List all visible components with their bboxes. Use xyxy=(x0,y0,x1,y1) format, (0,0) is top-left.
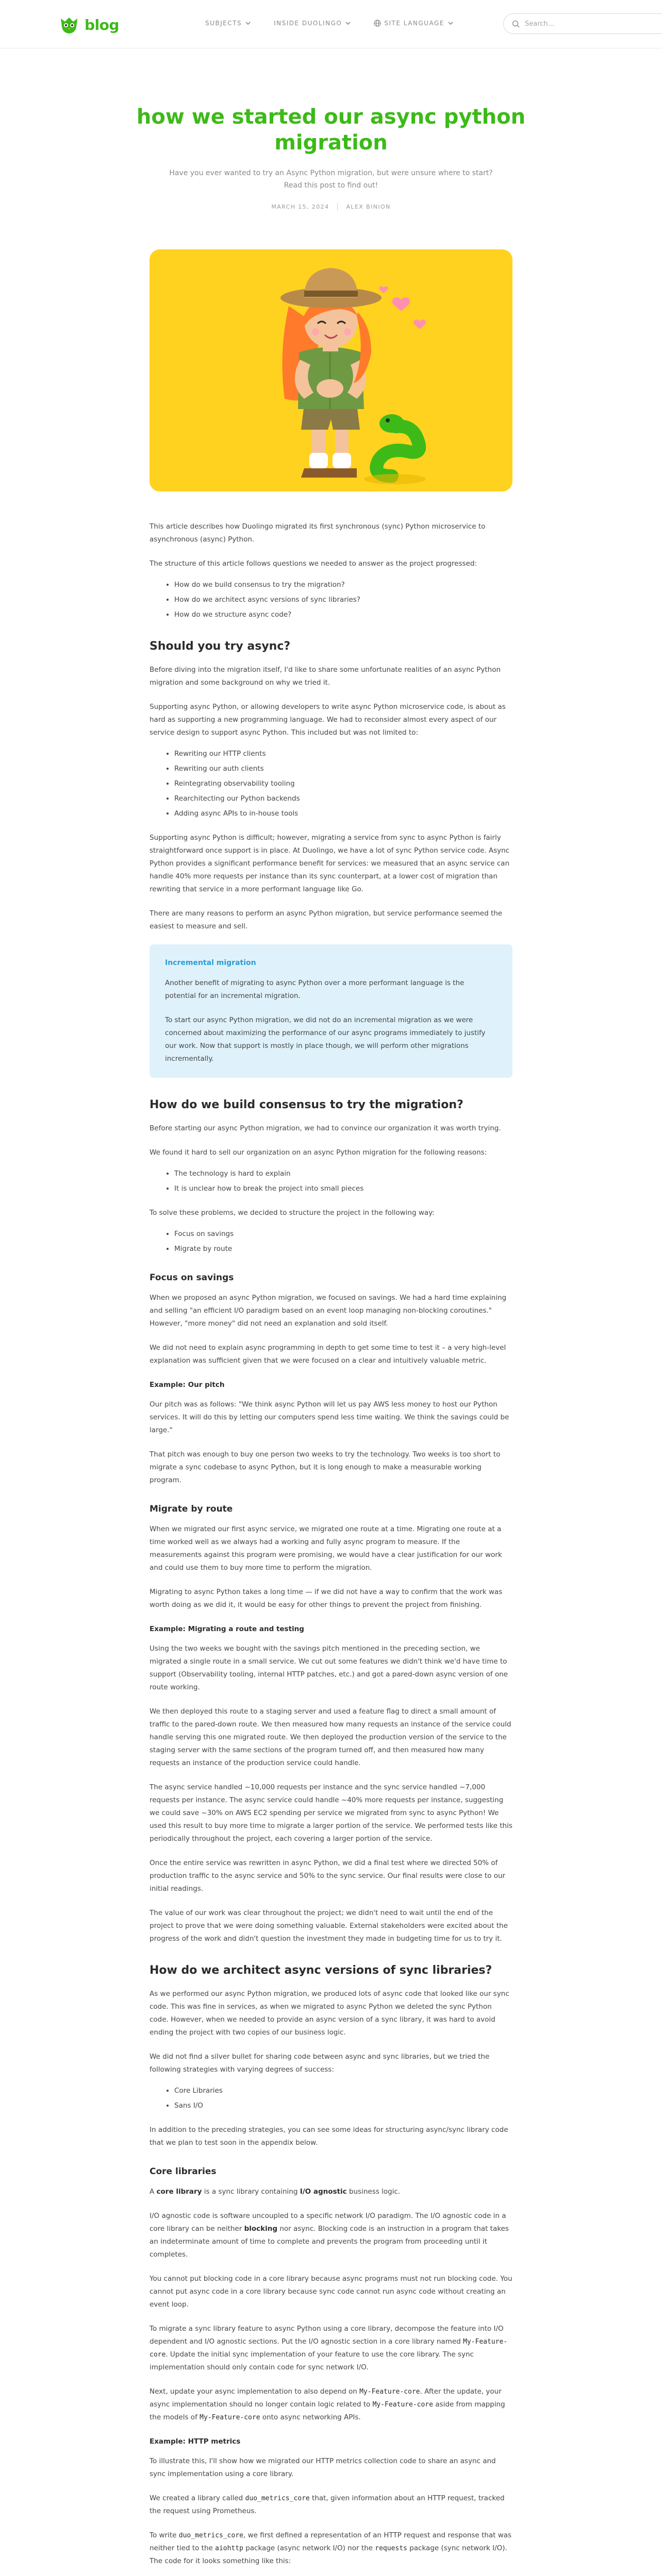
text-run: package (sync network I/O). The code for it looks something like this: xyxy=(150,2544,507,2565)
paragraph: This article describes how Duolingo migrated its first synchronous (sync) Python microservice to asynchronous (async) Python. xyxy=(150,522,486,544)
duo-owl-icon xyxy=(58,14,80,35)
nav-site-language[interactable] xyxy=(374,20,454,27)
callout-title: Incremental migration xyxy=(165,959,256,967)
search-icon xyxy=(512,20,520,28)
list-item: • The technology is hard to explain xyxy=(174,1167,512,1180)
hero-illustration xyxy=(150,249,512,492)
nav-subjects-label: SUBJECTS xyxy=(205,20,242,27)
list-item[interactable]: • How do we structure async code? xyxy=(174,608,512,621)
paragraph: The structure of this article follows questions we needed to answer as the project progressed: xyxy=(150,560,477,568)
paragraph xyxy=(150,2492,512,2518)
section-heading: How do we build consensus to try the migration? xyxy=(150,1098,464,1111)
heart-icon xyxy=(413,319,426,329)
text-run: To migrate a sync library feature to async Python using a core library, decompose the feature into I/O dependent and I/O agnostic sections. Put the I/O agnostic section in a core library named xyxy=(150,2325,504,2346)
globe-icon xyxy=(374,20,381,27)
paragraph: To illustrate this, I'll show how we migrated our HTTP metrics collection code to share an async and sync implementation using a core library. xyxy=(150,2457,496,2478)
inline-code: requests xyxy=(375,2545,407,2552)
callout-box xyxy=(150,944,512,1078)
text-run: business logic. xyxy=(346,2188,401,2196)
heart-icon xyxy=(379,286,388,293)
article-body xyxy=(150,520,512,2576)
text-run: is a sync library containing xyxy=(202,2188,300,2196)
section-heading: Should you try async? xyxy=(150,640,291,653)
list-item: • Rearchitecting our Python backends xyxy=(174,792,512,805)
nav-inside-duolingo-label: INSIDE DUOLINGO xyxy=(274,20,342,27)
paragraph: The async service handled ~10,000 requests per instance and the sync service handled ~7,000 requests per instance. The async service could handle ~40% more requests per instance, suggesting we could save ~30% on AWS EC2 spending per service we migrated from sync to async Python! We used this result to buy more time to migrate a larger portion of the service. We performed tests like this periodically throughout the project, each covering a larger portion of the service. xyxy=(150,1783,512,1843)
subsection-heading: Core libraries xyxy=(150,2166,217,2177)
paragraph xyxy=(150,2323,512,2374)
list-item: • Rewriting our auth clients xyxy=(174,762,512,775)
paragraph: Our pitch was as follows: "We think async Python will let us pay AWS less money to host our Python services. It will do this by letting our computers spend less time waiting. We think the savings could be large." xyxy=(150,1400,509,1434)
site-header xyxy=(0,0,662,48)
paragraph: Before starting our async Python migration, we had to convince our organization it was worth trying. xyxy=(150,1124,501,1132)
paragraph: We did not need to explain async programming in depth to get some time to test it – a very high-level explanation was sufficient given that we were focused on a clear and intuitively valuable metric. xyxy=(150,1344,506,1365)
article-meta xyxy=(0,203,662,210)
paragraph: The value of our work was clear throughout the project; we didn't need to wait until the end of the project to prove that we were doing something valuable. External stakeholders were excited about the progress of the work and didn't question the investment they made in budgeting time for us to try it. xyxy=(150,1909,508,1943)
paragraph: You cannot put blocking code in a core library because async programs must not run blocking code. You cannot put async code in a core library because sync code cannot run async code without creating an event loop. xyxy=(150,2275,512,2309)
subsection-heading: Focus on savings xyxy=(150,1273,234,1283)
text-run: aside from mapping the models of xyxy=(150,2400,505,2421)
text-run: , we first defined a representation of an HTTP request and response that was neither tied to the xyxy=(150,2531,512,2552)
article-author[interactable]: ALEX BINION xyxy=(346,203,391,210)
text-run: . Update the initial sync implementation of your feature to use the core library. The sync implementation should only contain code for sync network I/O. xyxy=(150,2350,474,2371)
article-header xyxy=(0,48,662,210)
subsection-heading: Migrate by route xyxy=(150,1504,233,1514)
search-box[interactable] xyxy=(503,13,662,34)
list-item[interactable]: • Sans I/O xyxy=(174,2099,512,2112)
ranger-with-snake-illustration xyxy=(150,249,512,492)
list-item: • Reintegrating observability tooling xyxy=(174,777,512,790)
list-item: • Rewriting our HTTP clients xyxy=(174,748,512,760)
paragraph: We then deployed this route to a staging server and used a feature flag to direct a small amount of traffic to the pared-down route. We then measured how many requests an instance of the service could handle serving this one migrated route. We then deployed the production version of the service to the staging server with the same sections of the program turned off, and then measured how many requests an instance of the production service could handle. xyxy=(150,1707,511,1767)
list-item: • Migrate by route xyxy=(174,1243,512,1256)
paragraph xyxy=(150,2385,512,2424)
text-run: We created a library called xyxy=(150,2494,245,2502)
section-heading: How do we architect async versions of sync libraries? xyxy=(150,1964,492,1977)
inline-code: My-Feature-core xyxy=(150,2338,508,2359)
paragraph: When we migrated our first async service, we migrated one route at a time. Migrating one route at a time worked well as we always had a working and fully async program to measure. If the measurements against this program were promising, we would have a clear justification for our work and could use them to buy more time to perform the migration. xyxy=(150,1525,502,1572)
search-input[interactable] xyxy=(525,20,659,28)
bullet-list xyxy=(174,748,512,820)
example-heading: Example: HTTP metrics xyxy=(150,2437,241,2446)
heart-icon xyxy=(392,297,410,311)
text-run: Next, update your async implementation to also depend on xyxy=(150,2387,360,2396)
paragraph: Supporting async Python is difficult; however, migrating a service from sync to async Python is fairly straightforward once support is in place. At Duolingo, we have a lot of sync Python service code. Async Python provides a significant performance benefit for services: we measured that an async service can handle 40% more requests per instance than its sync counterpart, at a lower cost of migration than rewriting that service in a more performant language like Go. xyxy=(150,834,510,893)
nav-site-language-label: SITE LANGUAGE xyxy=(384,20,444,27)
article-date: MARCH 15, 2024 xyxy=(271,203,329,210)
text-run-bold: I/O agnostic xyxy=(300,2188,347,2196)
page-title: how we started our async python migration xyxy=(136,105,526,155)
blog-logo[interactable] xyxy=(58,14,119,35)
text-run: A xyxy=(150,2188,157,2196)
nav-subjects[interactable] xyxy=(205,20,251,27)
chevron-down-icon xyxy=(245,20,251,26)
paragraph: In addition to the preceding strategies, you can see some ideas for structuring async/sync library code that we plan to test soon in the appendix below. xyxy=(150,2126,508,2147)
inline-code: duo_metrics_core xyxy=(245,2495,310,2502)
paragraph: Using the two weeks we bought with the savings pitch mentioned in the preceding section, we migrated a single route in a small service. We cut out some features we didn't think we'd have time to support (Observability tooling, internal HTTP patches, etc.) and got a pared-down async version of one route working. xyxy=(150,1645,508,1691)
article-subtitle: Have you ever wanted to try an Async Python migration, but were unsure where to start? Read this post to find out! xyxy=(169,169,493,190)
paragraph xyxy=(150,2210,512,2261)
list-item: • Adding async APIs to in-house tools xyxy=(174,807,512,820)
paragraph: There are many reasons to perform an async Python migration, but service performance seemed the easiest to measure and sell. xyxy=(150,909,503,930)
text-run: nor async. Blocking code is an instruction in a program that takes an indeterminate amount of time to complete and prevents the program from proceeding until it completes. xyxy=(150,2225,509,2259)
paragraph: Once the entire service was rewritten in async Python, we did a final test where we directed 50% of production traffic to the async service and 50% to the sync service. Our final results were close to our initial readings. xyxy=(150,1859,506,1893)
inline-code: My-Feature-core xyxy=(200,2414,260,2421)
list-item[interactable]: • How do we architect async versions of sync libraries? xyxy=(174,594,512,606)
paragraph: To solve these problems, we decided to structure the project in the following way: xyxy=(150,1209,435,1217)
bullet-list xyxy=(174,579,512,621)
list-item: • Focus on savings xyxy=(174,1228,512,1241)
chevron-down-icon xyxy=(448,20,454,26)
chevron-down-icon xyxy=(345,20,351,26)
bullet-list xyxy=(174,1228,512,1256)
text-run: I/O agnostic code is software uncoupled to a specific network I/O paradigm. The I/O agnostic code in a core library can be neither xyxy=(150,2212,506,2233)
text-run: onto async networking APIs. xyxy=(260,2413,361,2421)
main-nav xyxy=(205,20,454,27)
paragraph: Migrating to async Python takes a long time — if we did not have a way to confirm that the work was worth doing as we did it, it would be easy for other things to prevent the project from finishing. xyxy=(150,1588,503,1609)
text-run: package (async network I/O) nor the xyxy=(243,2544,375,2552)
text-run: To write xyxy=(150,2531,179,2539)
logo-text: blog xyxy=(85,16,119,33)
inline-code: My-Feature-core xyxy=(372,2401,433,2409)
text-run-bold: core library xyxy=(156,2188,202,2196)
text-run-bold: blocking xyxy=(244,2225,278,2233)
bullet-list xyxy=(174,2084,512,2112)
example-heading: Example: Our pitch xyxy=(150,1381,225,1389)
text-run: . After the update, your async implementation should no longer contain logic related to xyxy=(150,2387,502,2409)
paragraph: We did not find a silver bullet for sharing code between async and sync libraries, but we tried the following strategies with varying degrees of success: xyxy=(150,2053,490,2074)
paragraph: As we performed our async Python migration, we produced lots of async code that looked like our sync code. This was fine in services, as when we migrated to async Python we deleted the sync Python code. However, when we needed to provide an async version of a sync library, it was hard to avoid ending the project with two copies of our business logic. xyxy=(150,1990,509,2037)
paragraph: Before diving into the migration itself, I'd like to share some unfortunate realities of an async Python migration and some background on why we tried it. xyxy=(150,666,501,687)
nav-inside-duolingo[interactable] xyxy=(274,20,351,27)
bullet-list xyxy=(174,1167,512,1195)
inline-code: duo_metrics_core xyxy=(178,2532,243,2539)
paragraph: Another benefit of migrating to async Python over a more performant language is the potential for an incremental migration. xyxy=(165,979,465,1000)
meta-divider xyxy=(337,203,338,210)
list-item: • It is unclear how to break the project into small pieces xyxy=(174,1182,512,1195)
paragraph: That pitch was enough to buy one person two weeks to try the technology. Two weeks is too short to migrate a sync codebase to async Python, but it is long enough to make a measurable working program. xyxy=(150,1450,501,1484)
list-item[interactable]: • Core Libraries xyxy=(174,2084,512,2097)
list-item[interactable]: • How do we build consensus to try the migration? xyxy=(174,579,512,591)
paragraph: To start our async Python migration, we did not do an incremental migration as we were concerned about maximizing the performance of our async programs immediately to justify our work. Now that support is mostly in place though, we will perform other migrations incrementally. xyxy=(165,1016,486,1063)
inline-code: My-Feature-core xyxy=(359,2388,420,2396)
paragraph: When we proposed an async Python migration, we focused on savings. We had a hard time explaining and selling "an efficient I/O paradigm based on an event loop managing non-blocking coroutines." However, "more money" did not need an explanation and sold itself. xyxy=(150,1294,507,1328)
paragraph: We found it hard to sell our organization on an async Python migration for the following reasons: xyxy=(150,1148,487,1157)
paragraph xyxy=(150,2529,512,2568)
paragraph xyxy=(150,2185,512,2198)
text-run: that, given information about an HTTP request, tracked the request using Prometheus. xyxy=(150,2494,505,2515)
example-heading: Example: Migrating a route and testing xyxy=(150,1625,304,1633)
paragraph: Supporting async Python, or allowing developers to write async Python microservice code, is about as hard as supporting a new programming language. We had to reconsider almost every aspect of our service design to support async Python. This included but was not limited to: xyxy=(150,703,506,737)
inline-code: aiohttp xyxy=(215,2545,243,2552)
